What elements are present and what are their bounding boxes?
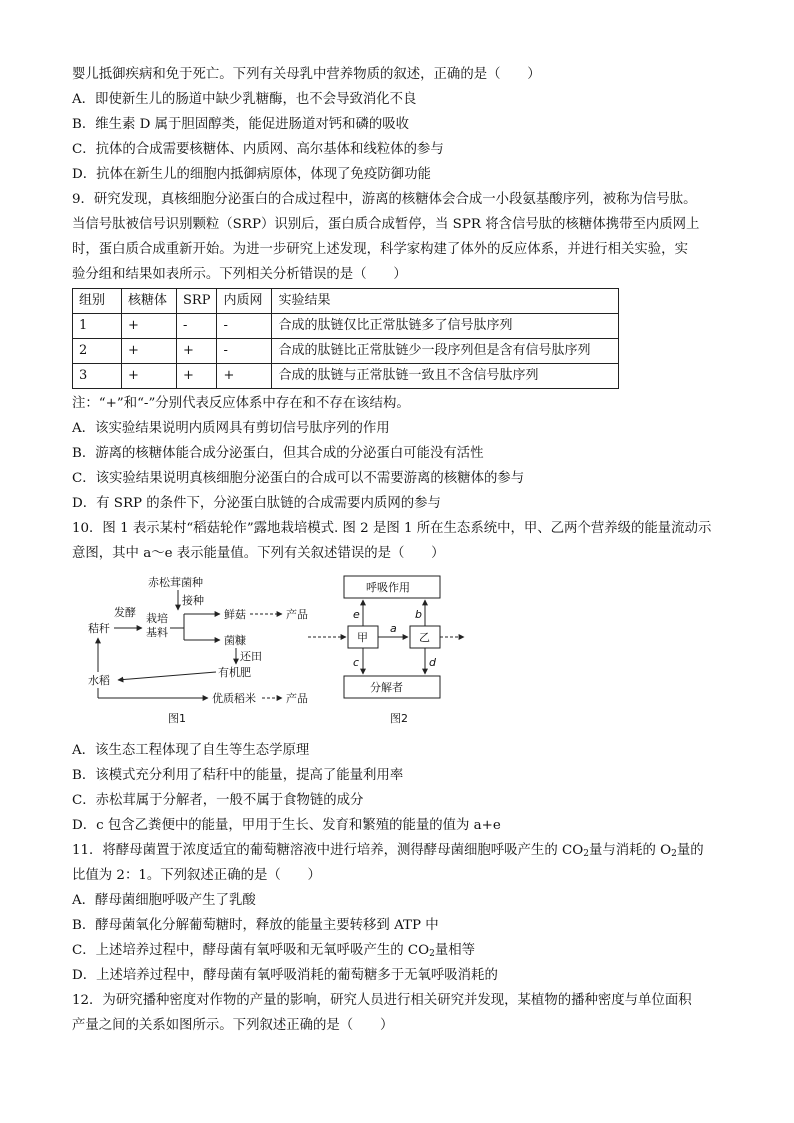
q11-option-a: A．酵母菌细胞呼吸产生了乳酸: [72, 893, 256, 908]
q11-option-b: B．酵母菌氧化分解葡萄糖时，释放的能量主要转移到 ATP 中: [72, 918, 439, 933]
q10-option-c: C．赤松茸属于分解者，一般不属于食物链的成分: [72, 793, 364, 808]
subscript: 2: [429, 949, 435, 959]
fig2-yi-label: 乙: [419, 631, 430, 644]
fig1-fertilizer-label: 有机肥: [218, 666, 251, 679]
table-cell: +: [217, 364, 272, 389]
q9-option-c: C．该实验结果说明真核细胞分泌蛋白的合成可以不需要游离的核糖体的参与: [72, 471, 525, 486]
q10-figures: [72, 568, 726, 734]
fig2-label-b: b: [415, 608, 422, 621]
figure-1-diagram: [88, 575, 308, 725]
table-cell: 合成的肽链比正常肽链少一段序列但是含有信号肽序列: [272, 339, 619, 364]
fig1-product-label: 产品: [286, 608, 308, 621]
subscript: 2: [671, 849, 677, 859]
q8-option-d: D．抗体在新生儿的细胞内抵御病原体，体现了免疫防御功能: [72, 167, 431, 182]
q11-stem-line: [72, 838, 726, 863]
q9-stem-line: 验分组和结果如表所示。下列相关分析错误的是（ ）: [72, 267, 407, 282]
table-cell: -: [217, 339, 272, 364]
fig2-caption: 图2: [390, 712, 408, 725]
q9-option-d: D．有 SRP 的条件下，分泌蛋白肽链的合成需要内质网的参与: [72, 496, 441, 511]
q11-stem-line: 比值为 2：1。下列叙述正确的是（ ）: [72, 868, 321, 883]
table-row: [73, 314, 619, 339]
q11-option-c: [72, 938, 726, 963]
table-cell: -: [217, 314, 272, 339]
subscript: 2: [583, 849, 589, 859]
fig1-inoculate-label: 接种: [182, 594, 204, 607]
table-cell: 3: [73, 364, 122, 389]
table-cell: +: [177, 364, 217, 389]
q12-stem-line: 产量之间的关系如图所示。下列叙述正确的是（ ）: [72, 1018, 394, 1033]
q10-option-d: D．c 包含乙粪便中的能量，甲用于生长、发育和繁殖的能量的值为 a+e: [72, 818, 501, 833]
q11-option-d: D．上述培养过程中，酵母菌有氧呼吸消耗的葡萄糖多于无氧呼吸消耗的: [72, 968, 498, 983]
q8-stem: 婴儿抵御疾病和免于死亡。下列有关母乳中营养物质的叙述，正确的是（ ）: [72, 67, 541, 82]
fig1-residue-label: 菌糠: [224, 634, 246, 647]
fig2-respiration-label: 呼吸作用: [366, 581, 410, 594]
table-cell: +: [122, 339, 177, 364]
fig2-label-e: e: [353, 608, 360, 621]
table-header-cell: 组别: [73, 289, 122, 314]
fig2-label-a: a: [390, 622, 397, 635]
fig1-strain-label: 赤松茸菌种: [148, 576, 203, 589]
q11-stem-part: 量与消耗的 O: [588, 843, 672, 858]
fig1-product-label: 产品: [286, 692, 308, 705]
fig1-ferment-label: 发酵: [114, 606, 136, 619]
fig1-caption: 图1: [168, 712, 186, 725]
q11-stem-part: 量的: [676, 843, 704, 858]
fig2-jia-label: 甲: [357, 631, 368, 644]
table-cell: -: [177, 314, 217, 339]
fig1-straw-label: 秸秆: [88, 622, 110, 635]
fig2-decomposer-label: 分解者: [370, 681, 403, 694]
fig1-fresh-mushroom-label: 鲜菇: [224, 608, 246, 621]
figure-svg: [72, 568, 726, 734]
table-header-cell: SRP: [177, 289, 217, 314]
q9-stem-line: 9．研究发现，真核细胞分泌蛋白的合成过程中，游离的核糖体会合成一小段氨基酸序列，被称为信号肽。: [72, 192, 697, 207]
fig1-rice-label: 水稻: [88, 674, 110, 687]
q10-option-b: B．该模式充分利用了秸秆中的能量，提高了能量利用率: [72, 768, 404, 783]
table-header-cell: 核糖体: [122, 289, 177, 314]
fig2-label-d: d: [429, 656, 436, 669]
q8-option-b: B．维生素 D 属于胆固醇类，能促进肠道对钙和磷的吸收: [72, 117, 410, 132]
table-cell: 合成的肽链与正常肽链一致且不含信号肽序列: [272, 364, 619, 389]
figure-2-diagram: [308, 576, 464, 725]
table-cell: 1: [73, 314, 122, 339]
table-cell: +: [122, 314, 177, 339]
q9-stem-line: 当信号肽被信号识别颗粒（SRP）识别后，蛋白质合成暂停，当 SPR 将含信号肽的核糖体携带至内质网上: [72, 217, 700, 232]
table-header-cell: 内质网: [217, 289, 272, 314]
q10-stem-line: 10．图 1 表示某村“稻菇轮作”露地栽培模式. 图 2 是图 1 所在生态系统中，甲、乙两个营养级的能量流动示: [72, 521, 712, 536]
fig1-return-label: 还田: [240, 650, 262, 663]
exam-page: [72, 62, 726, 1038]
q9-note: 注：“+”和“-”分别代表反应体系中存在和不存在该结构。: [72, 396, 410, 411]
arrow: [118, 672, 216, 680]
table-row: [73, 364, 619, 389]
fig2-label-c: c: [353, 656, 360, 669]
q10-option-a: A．该生态工程体现了自生等生态学原理: [72, 743, 310, 758]
q9-option-b: B．游离的核糖体能合成分泌蛋白，但其合成的分泌蛋白可能没有活性: [72, 446, 484, 461]
table-cell: +: [177, 339, 217, 364]
q9-option-a: A．该实验结果说明内质网具有剪切信号肽序列的作用: [72, 421, 390, 436]
q11-stem-part: 11．将酵母菌置于浓度适宜的葡萄糖溶液中进行培养，测得酵母菌细胞呼吸产生的 CO: [72, 843, 584, 858]
fig1-substrate-label: 栽培: [146, 612, 168, 625]
q8-option-a: A．即使新生儿的肠道中缺少乳糖酶，也不会导致消化不良: [72, 92, 417, 107]
table-cell: +: [122, 364, 177, 389]
table-header-row: [73, 289, 619, 314]
q9-stem-line: 时，蛋白质合成重新开始。为进一步研究上述发现，科学家构建了体外的反应体系，并进行相关实验，实: [72, 242, 688, 257]
table-cell: 合成的肽链仅比正常肽链多了信号肽序列: [272, 314, 619, 339]
fig1-quality-rice-label: 优质稻米: [212, 692, 256, 705]
experiment-table: [72, 288, 619, 389]
table-cell: 2: [73, 339, 122, 364]
q11-option-c-part: 量相等: [434, 943, 476, 958]
table-row: [73, 339, 619, 364]
q12-stem-line: 12．为研究播种密度对作物的产量的影响，研究人员进行相关研究并发现，某植物的播种密度与单位面积: [72, 993, 692, 1008]
table-header-cell: 实验结果: [272, 289, 619, 314]
q10-stem-line: 意图，其中 a～e 表示能量值。下列有关叙述错误的是（ ）: [72, 546, 445, 561]
q8-option-c: C．抗体的合成需要核糖体、内质网、高尔基体和线粒体的参与: [72, 142, 444, 157]
q11-option-c-part: C．上述培养过程中，酵母菌有氧呼吸和无氧呼吸产生的 CO: [72, 943, 430, 958]
fig1-substrate-label: 基料: [146, 626, 168, 639]
